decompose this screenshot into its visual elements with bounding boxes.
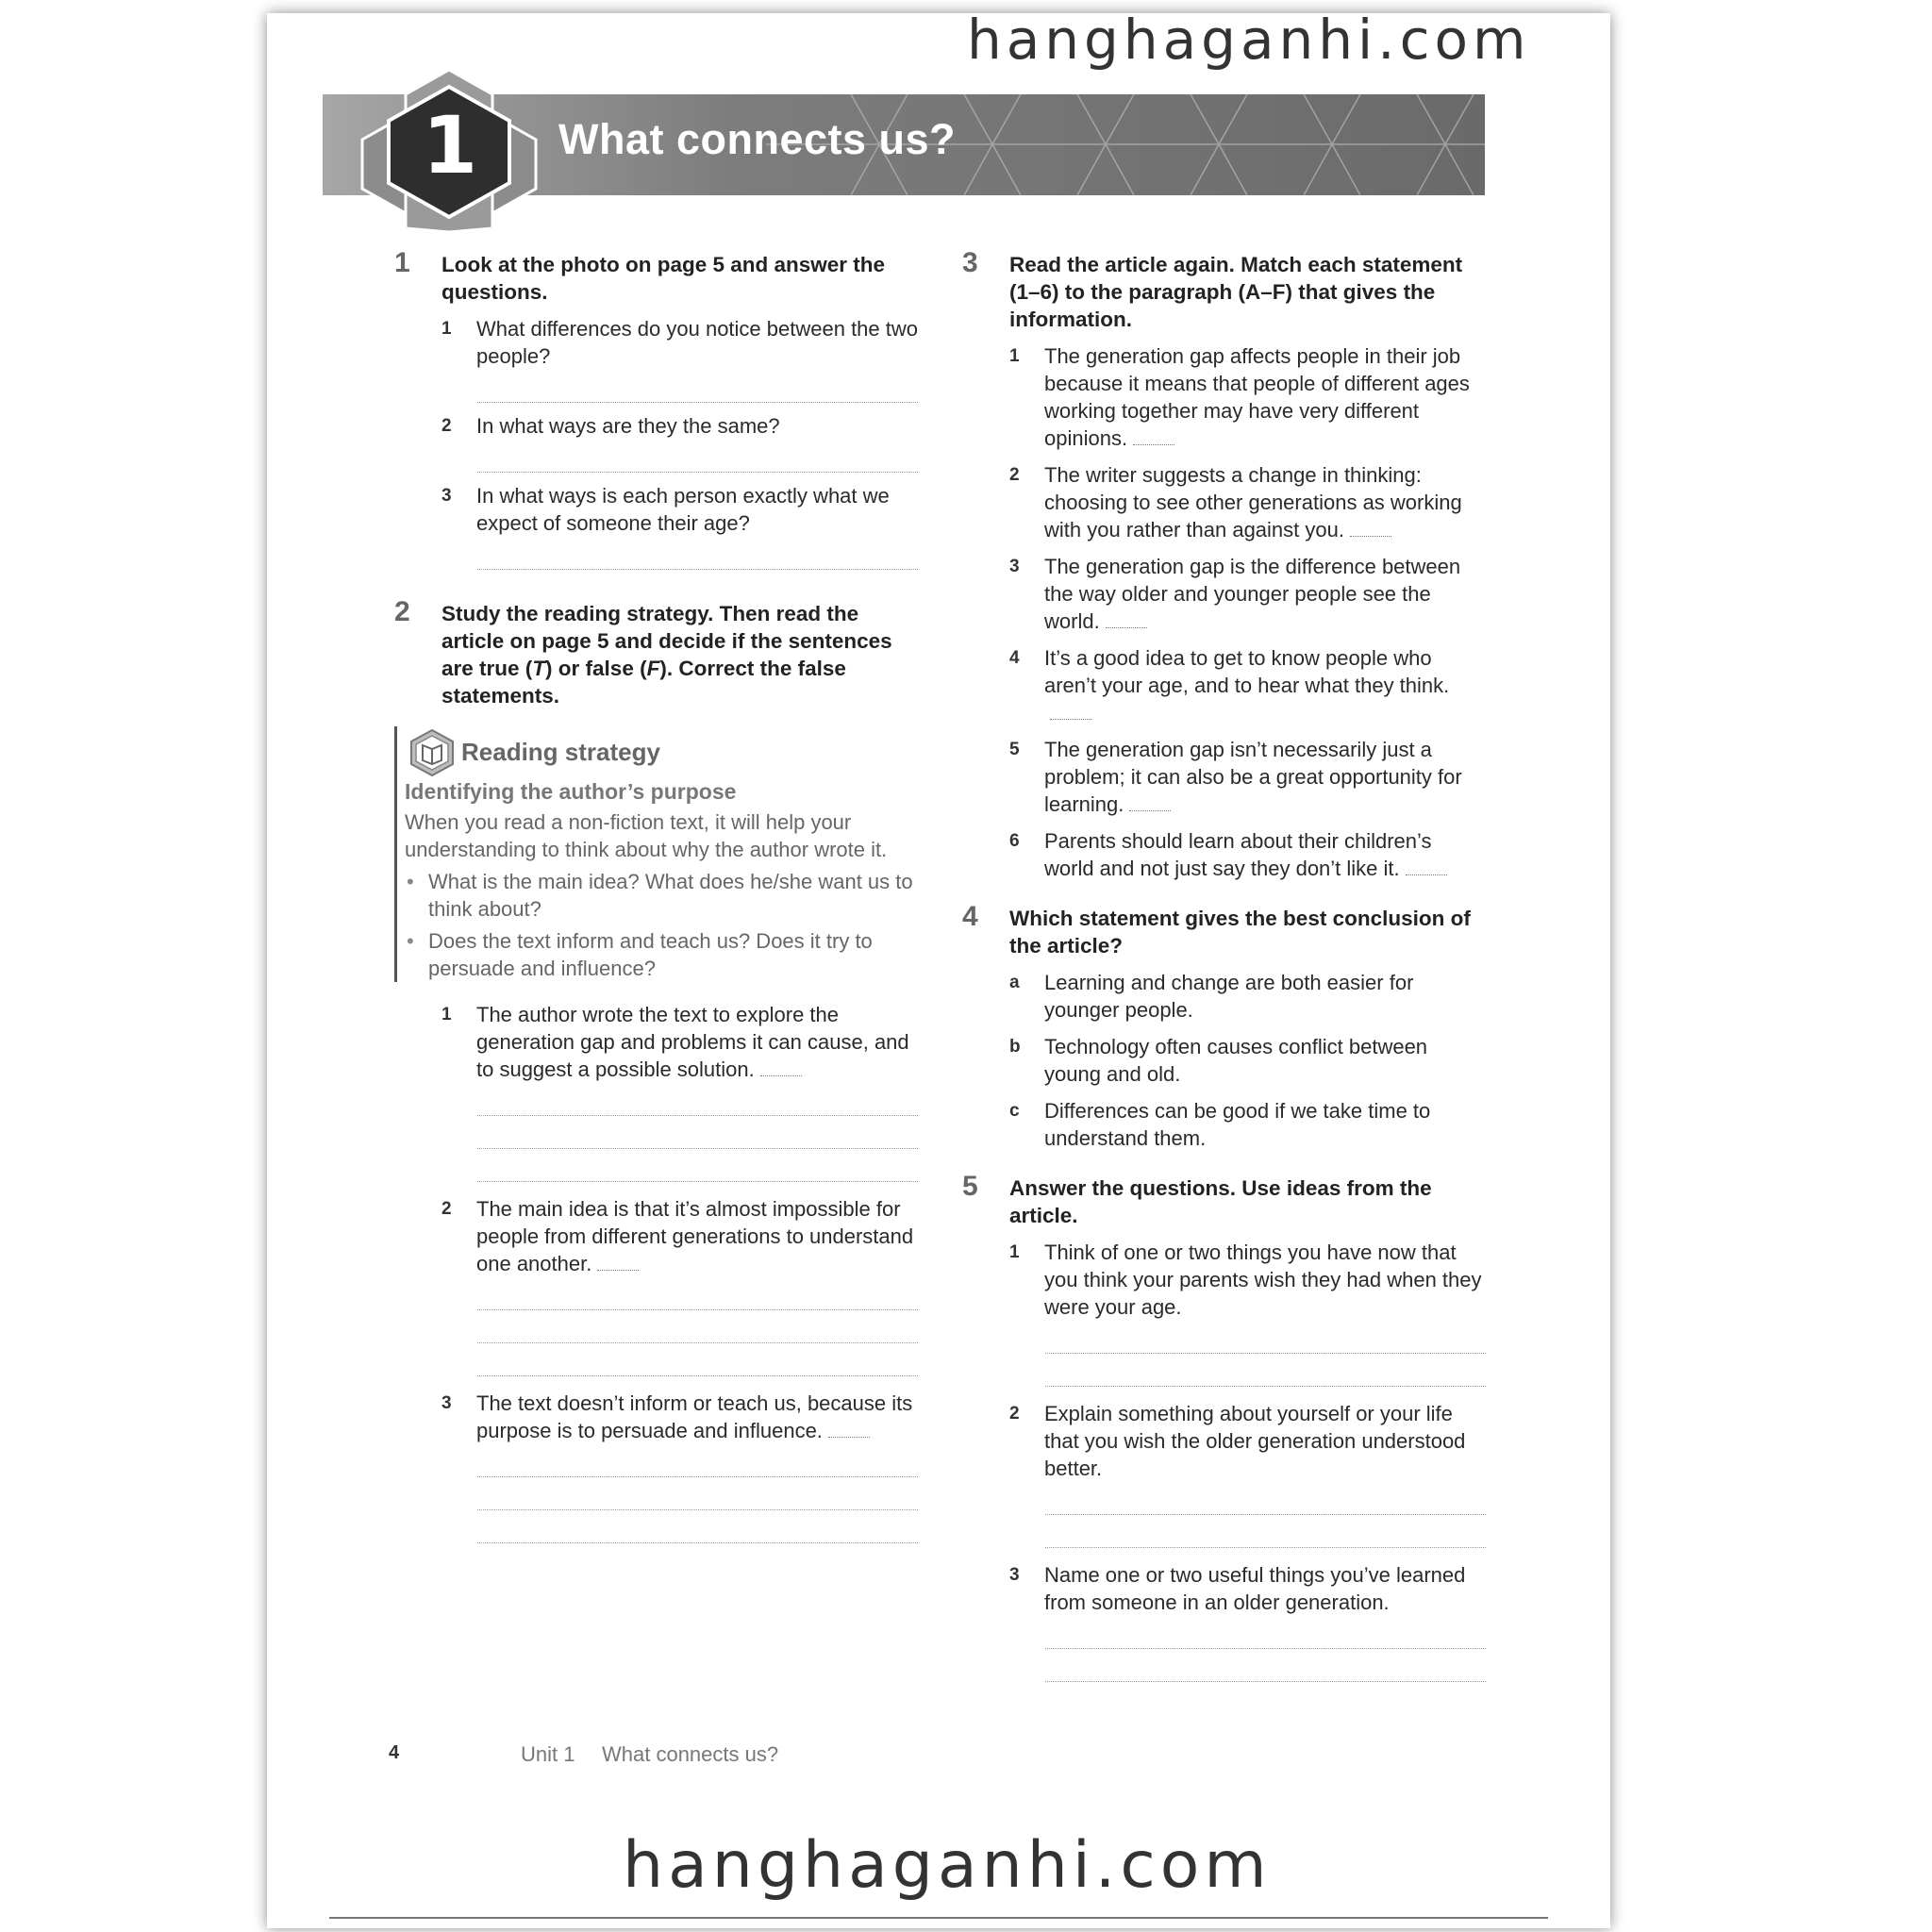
statement-item [441,1390,918,1444]
item-label: 3 [441,1393,452,1413]
item-text: What differences do you notice between the two people? [476,317,918,368]
footer-unit-label: Unit 1 [521,1742,575,1766]
left-column [394,247,918,1543]
item-text [476,1001,918,1083]
answer-line[interactable] [1045,1616,1486,1649]
statement-item [1009,342,1486,452]
item-label: 5 [1009,740,1020,759]
statement-text: The writer suggests a change in thinking: choosing to see other generations as working with you rather than against you. [1044,463,1462,541]
exercise-3 [962,247,1486,882]
exercise-5 [962,1171,1486,1682]
answer-line[interactable] [1045,1321,1486,1354]
answer-line[interactable] [477,370,918,403]
option-label: c [1009,1101,1020,1121]
question-item [441,412,918,440]
footer-unit-title: What connects us? [602,1742,779,1766]
statement-text: The generation gap affects people in their job because it means that people of different ages working together may have very different opinions. [1044,344,1470,450]
answer-blank[interactable] [1406,874,1447,875]
answer-blank[interactable] [828,1436,870,1438]
question-item [1009,1239,1486,1321]
answer-blank[interactable] [760,1074,802,1076]
answer-blank[interactable] [1133,443,1174,445]
instruction-part: Study the reading strategy. Then read the article on page 5 and decide if the sentences are true ( [441,602,892,680]
exercise-1 [394,247,918,570]
option-text: Differences can be good if we take time to understand them. [1044,1099,1431,1150]
option-item[interactable] [1009,969,1486,1024]
statement-text: The main idea is that it’s almost impossible for people from different generations to understand one another. [476,1197,914,1275]
answer-line[interactable] [477,1510,918,1543]
page-title: What connects us? [558,115,957,163]
item-text [1044,461,1486,543]
strategy-header [405,726,918,779]
item-label: 3 [441,486,452,506]
option-text: Learning and change are both easier for younger people. [1044,971,1414,1022]
instruction-part: ). Correct the false statements. [441,657,846,708]
instruction-true-letter: T [532,657,546,680]
watermark-top: hanghaganhi.com [967,8,1531,72]
answer-line[interactable] [477,1444,918,1477]
statement-text: The text doesn’t inform or teach us, because its purpose is to persuade and influence. [476,1391,913,1442]
answer-line[interactable] [477,537,918,570]
exercise-instruction: Read the article again. Match each statement (1–6) to the paragraph (A–F) that gives the information. [1009,253,1463,331]
statement-item [441,1195,918,1277]
option-item[interactable] [1009,1097,1486,1152]
item-text [1044,736,1486,818]
exercise-instruction: Look at the photo on page 5 and answer the questions. [441,253,886,304]
answer-line[interactable] [477,1116,918,1149]
item-label: 3 [1009,557,1020,576]
item-text [1044,553,1486,635]
item-label: 1 [1009,1242,1020,1262]
answer-line[interactable] [477,1477,918,1510]
item-text: In what ways are they the same? [476,414,780,438]
statement-text: The generation gap is the difference between the way older and younger people see the world. [1044,555,1461,633]
question-item [441,315,918,370]
unit-number: 1 [422,99,478,192]
statement-item [1009,736,1486,818]
right-column [962,247,1486,1682]
instruction-part: ) or false ( [545,657,647,680]
exercise-number: 3 [962,247,978,278]
statement-text: It’s a good idea to get to know people who aren’t your age, and to hear what they think. [1044,646,1450,697]
answer-line[interactable] [477,1277,918,1310]
page-number: 4 [389,1742,400,1763]
exercise-instruction: Which statement gives the best conclusion of the article? [1009,907,1471,958]
reading-strategy-box [394,726,918,982]
exercise-4 [962,901,1486,1152]
exercise-number: 5 [962,1171,978,1202]
item-label: 1 [441,1005,452,1024]
watermark-bottom: hanghaganhi.com [623,1828,1272,1903]
answer-blank[interactable] [1050,718,1091,720]
answer-blank[interactable] [1129,809,1171,811]
statement-text: Parents should learn about their children’s world and not just say they don’t like it. [1044,829,1432,880]
answer-line[interactable] [1045,1354,1486,1387]
option-label: a [1009,973,1020,992]
strategy-subtitle: Identifying the author’s purpose [405,779,737,804]
item-text [476,1195,918,1277]
option-item[interactable] [1009,1033,1486,1088]
page-bottom-rule [329,1917,1548,1919]
item-text [1044,827,1486,882]
answer-line[interactable] [477,1310,918,1343]
answer-line[interactable] [477,1343,918,1376]
strategy-title: Reading strategy [461,738,660,766]
answer-line[interactable] [477,1083,918,1116]
answer-line[interactable] [1045,1649,1486,1682]
item-text: Explain something about yourself or your life that you wish the older generation understood better. [1044,1402,1466,1480]
item-label: 1 [441,319,452,339]
item-label: 2 [1009,465,1020,485]
option-text: Technology often causes conflict between young and old. [1044,1035,1428,1086]
statement-text: The generation gap isn’t necessarily just a problem; it can also be a great opportunity for learning. [1044,738,1462,816]
question-item [1009,1561,1486,1616]
exercise-number: 4 [962,901,978,932]
item-text [1044,342,1486,452]
option-label: b [1009,1037,1021,1057]
exercise-2 [394,596,918,1543]
statement-item [1009,644,1486,726]
exercise-number: 1 [394,247,410,278]
item-text [1044,644,1486,726]
statement-item [1009,461,1486,543]
question-item [441,482,918,537]
item-label: 3 [1009,1565,1020,1585]
question-item [1009,1400,1486,1482]
statement-item [441,1001,918,1083]
item-label: 2 [441,416,452,436]
answer-blank[interactable] [1106,626,1147,628]
item-label: 4 [1009,648,1020,668]
statement-text: The author wrote the text to explore the generation gap and problems it can cause, and to suggest a possible solution. [476,1003,909,1081]
item-text: Name one or two useful things you’ve learned from someone in an older generation. [1044,1563,1466,1614]
item-text [476,1390,918,1444]
instruction-false-letter: F [646,657,660,680]
item-text: Think of one or two things you have now that you think your parents wish they had when they were your age. [1044,1241,1482,1319]
item-label: 6 [1009,831,1020,851]
answer-line[interactable] [477,1149,918,1182]
statement-item [1009,827,1486,882]
answer-line[interactable] [477,440,918,473]
strategy-text: When you read a non-fiction text, it will help your understanding to think about why the author wrote it. [405,810,888,861]
answer-line[interactable] [1045,1482,1486,1515]
strategy-bullet: • What is the main idea? What does he/she want us to think about? [405,868,918,923]
answer-blank[interactable] [1350,535,1391,537]
item-label: 2 [1009,1404,1020,1424]
exercise-instruction: Answer the questions. Use ideas from the article. [1009,1176,1432,1227]
item-text: In what ways is each person exactly what we expect of someone their age? [476,484,890,535]
item-label: 1 [1009,346,1020,366]
exercise-instruction [441,600,918,709]
statement-item [1009,553,1486,635]
item-label: 2 [441,1199,452,1219]
answer-blank[interactable] [597,1269,639,1271]
answer-line[interactable] [1045,1515,1486,1548]
strategy-book-icon [408,728,456,777]
exercise-number: 2 [394,596,410,627]
strategy-bullet: • Does the text inform and teach us? Does it try to persuade and influence? [405,927,918,982]
